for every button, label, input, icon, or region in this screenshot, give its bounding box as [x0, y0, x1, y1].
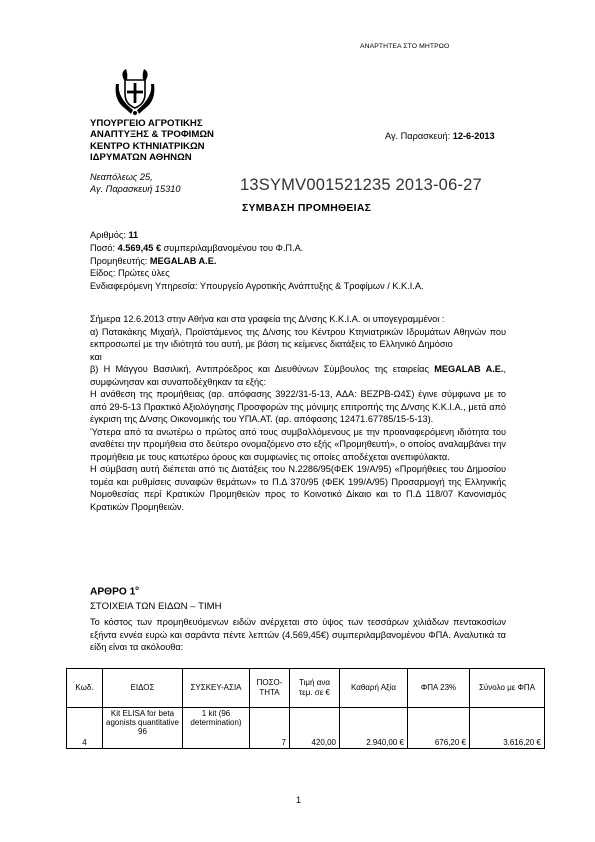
items-table: [66, 668, 545, 749]
table-header-cell: Σύνολο με ΦΠΑ: [470, 669, 545, 708]
ministry-line: ΚΕΝΤΡΟ ΚΤΗΝΙΑΤΡΙΚΩΝ: [90, 140, 205, 152]
ministry-line: ΥΠΟΥΡΓΕΙΟ ΑΓΡΟΤΙΚΗΣ: [90, 118, 203, 129]
address-line: Αγ. Παρασκευή 15310: [90, 184, 181, 194]
supplier-value: MEGALAB A.E.: [149, 255, 217, 266]
article-title-sup: ο: [135, 586, 139, 592]
legal-paragraph: Η σύμβαση αυτή διέπεται από τις Διατάξεις του Ν.2286/95(ΦΕΚ 19/Α/95) «Προμήθειες του Δημοσίου τομέα και ρυθμίσεις συναφών θεμάτων» το Π.Δ 370/95 (ΦΕΚ 199/Α/95) Προσαρμογή της Ελληνικής Νομοθεσίας περί Κρατικών Προμηθειών προς το Κοινοτικό Δίκαιο και το Π.Δ 118/07 Κανονισμός Κρατικών Προμηθειών.: [90, 464, 506, 512]
table-header-cell: ΠΟΣΟ-ΤΗΤΑ: [250, 669, 290, 708]
award-paragraph: Η ανάθεση της προμήθειας (αρ. απόφασης 3922/31-5-13, ΑΔΑ: ΒΕΖΡΒ-Ω4Σ) έγινε σύμφωνα με το από 29-5-13 Πρακτικό Αξιολόγησης Προσφορών της μόνιμης επιτροπής της Δ/νσης Κ.Κ.Ι.Α., μετά από έγκριση της Δ/νσης Οικονομικής του ΥΠΑ.ΑΤ. (αρ. απόφασης 12471.67785/15-5-13).: [90, 389, 506, 424]
contract-summary: [90, 229, 424, 293]
date-label: Αγ. Παρασκευή:: [385, 131, 451, 141]
table-header-cell: Κωδ.: [67, 669, 103, 708]
kind-row: [90, 267, 424, 280]
table-header-cell: Τιμή ανα τεμ. σε €: [290, 669, 340, 708]
table-row: [67, 708, 545, 749]
table-header-row: [67, 669, 545, 708]
table-header-cell: ΕΙΔΟΣ: [103, 669, 183, 708]
kind-label: Είδος:: [90, 268, 116, 279]
party-b-company: MEGALAB A.E.: [434, 364, 504, 374]
table-cell-quantity: 7: [250, 708, 290, 749]
table-header-cell: ΦΠΑ 23%: [408, 669, 470, 708]
document-title: ΣΥΜΒΑΣΗ ΠΡΟΜΗΘΕΙΑΣ: [242, 203, 372, 214]
obligations-paragraph: Ύστερα από τα ανωτέρω ο πρώτος από τους συμβαλλόμενους με την προαναφερόμενη ιδιότητα του αναθέτει την προμήθεια στο δεύτερο ονομαζόμενο στο εξής «Προμηθευτή», ο οποίος αναλαμβάνει την προμήθεια με τους κατωτέρω όρους και συμφωνίες τις οποίες αποδέχεται ανεπιφύλακτα.: [90, 426, 506, 462]
service-row: [90, 280, 424, 293]
number-label: Αριθμός:: [90, 230, 126, 240]
amount-note: συμπεριλαμβανομένου του Φ.Π.Α.: [163, 242, 304, 253]
amount-value: 4.569,45 €: [117, 242, 162, 253]
table-cell-net-value: 2.940,00 €: [340, 708, 408, 749]
greek-coat-of-arms-icon: [112, 66, 158, 116]
supplier-label: Προμηθευτής:: [90, 255, 148, 266]
number-row: [90, 229, 424, 242]
page-number: 1: [296, 795, 302, 805]
date-value: 12-6-2013: [452, 131, 495, 141]
document-date: [385, 131, 495, 141]
document-code: 13SYMV001521235 2013-06-27: [240, 176, 482, 194]
table-cell-packaging: 1 kit (96 determination): [183, 708, 250, 749]
table-cell-total: 3.616,20 €: [470, 708, 545, 749]
article-heading: [90, 586, 139, 597]
ministry-line: ΙΔΡΥΜΑΤΩΝ ΑΘΗΝΩΝ: [90, 152, 192, 164]
table-header-cell: Καθαρή Αξία: [340, 669, 408, 708]
ministry-address: [90, 171, 180, 195]
service-label: Ενδιαφερόμενη Υπηρεσία:: [90, 281, 198, 292]
registry-note: ΑΝΑΡΤΗΤΕΑ ΣΤΟ ΜΗΤΡΩΟ: [360, 43, 450, 50]
table-cell-vat: 676,20 €: [408, 708, 470, 749]
amount-label: Ποσό:: [90, 242, 116, 253]
party-b-text-end: , συμφώνησαν και συναποδέχθηκαν τα εξής:: [90, 364, 506, 387]
supplier-row: [90, 255, 424, 268]
contract-body: [90, 313, 506, 513]
table-header-cell: ΣΥΣΚΕΥ-ΑΣΙΑ: [183, 669, 250, 708]
ministry-line: ΑΝΑΠΤΥΞΗΣ & ΤΡΟΦΙΜΩΝ: [90, 129, 214, 141]
article-title: ΑΡΘΡΟ 1: [90, 586, 136, 598]
intro-paragraph: Σήμερα 12.6.2013 στην Αθήνα και στα γραφεία της Δ/νσης Κ.Κ.Ι.Α. οι υπογεγραμμένοι :: [90, 314, 445, 324]
party-b-text: β) Η Μάγγου Βασιλική, Αντιπρόεδρος και Διευθύνων Σύμβουλος της εταιρείας: [90, 364, 435, 374]
article-text: Το κόστος των προμηθευόμενων ειδών ανέρχεται στο ύψος των τεσσάρων χιλιάδων πεντακοσίων εξήντα εννέα ευρώ και σαράντα πέντε λεπτών (4.569,45€) συμπεριλαμβανομένου ΦΠΑ. Αναλυτικά τα είδη είναι τα ακόλουθα:: [90, 617, 506, 652]
address-line: Νεαπόλεως 25,: [90, 172, 153, 182]
table-cell-unit-price: 420,00: [290, 708, 340, 749]
party-b-paragraph: [90, 363, 506, 388]
party-a-paragraph: α) Πατακάκης Μιχαήλ, Προϊστάμενος της Δ/νσης του Κέντρου Κτηνιατρικών Ιδρυμάτων Αθηνών που εκπροσωπεί με την ιδιότητά του αυτή, με βάση τις κείμενες διατάξεις το Ελληνικό Δημόσιο: [90, 326, 506, 349]
kind-value: Πρώτες ύλες: [117, 268, 170, 279]
amount-row: [90, 242, 424, 255]
service-value: Υπουργείο Αγροτικής Ανάπτυξης & Τροφίμων / Κ.Κ.Ι.Α.: [199, 281, 424, 292]
number-value: 11: [128, 230, 139, 240]
ministry-name: [90, 118, 214, 164]
table-cell-item: Kit ELISA for beta agonists quantitative 96: [103, 708, 183, 749]
table-cell-code: 4: [67, 708, 103, 749]
and-word: και: [90, 351, 102, 362]
article-subtitle: ΣΤΟΙΧΕΙΑ ΤΩΝ ΕΙΔΩΝ – ΤΙΜΗ: [90, 601, 222, 612]
